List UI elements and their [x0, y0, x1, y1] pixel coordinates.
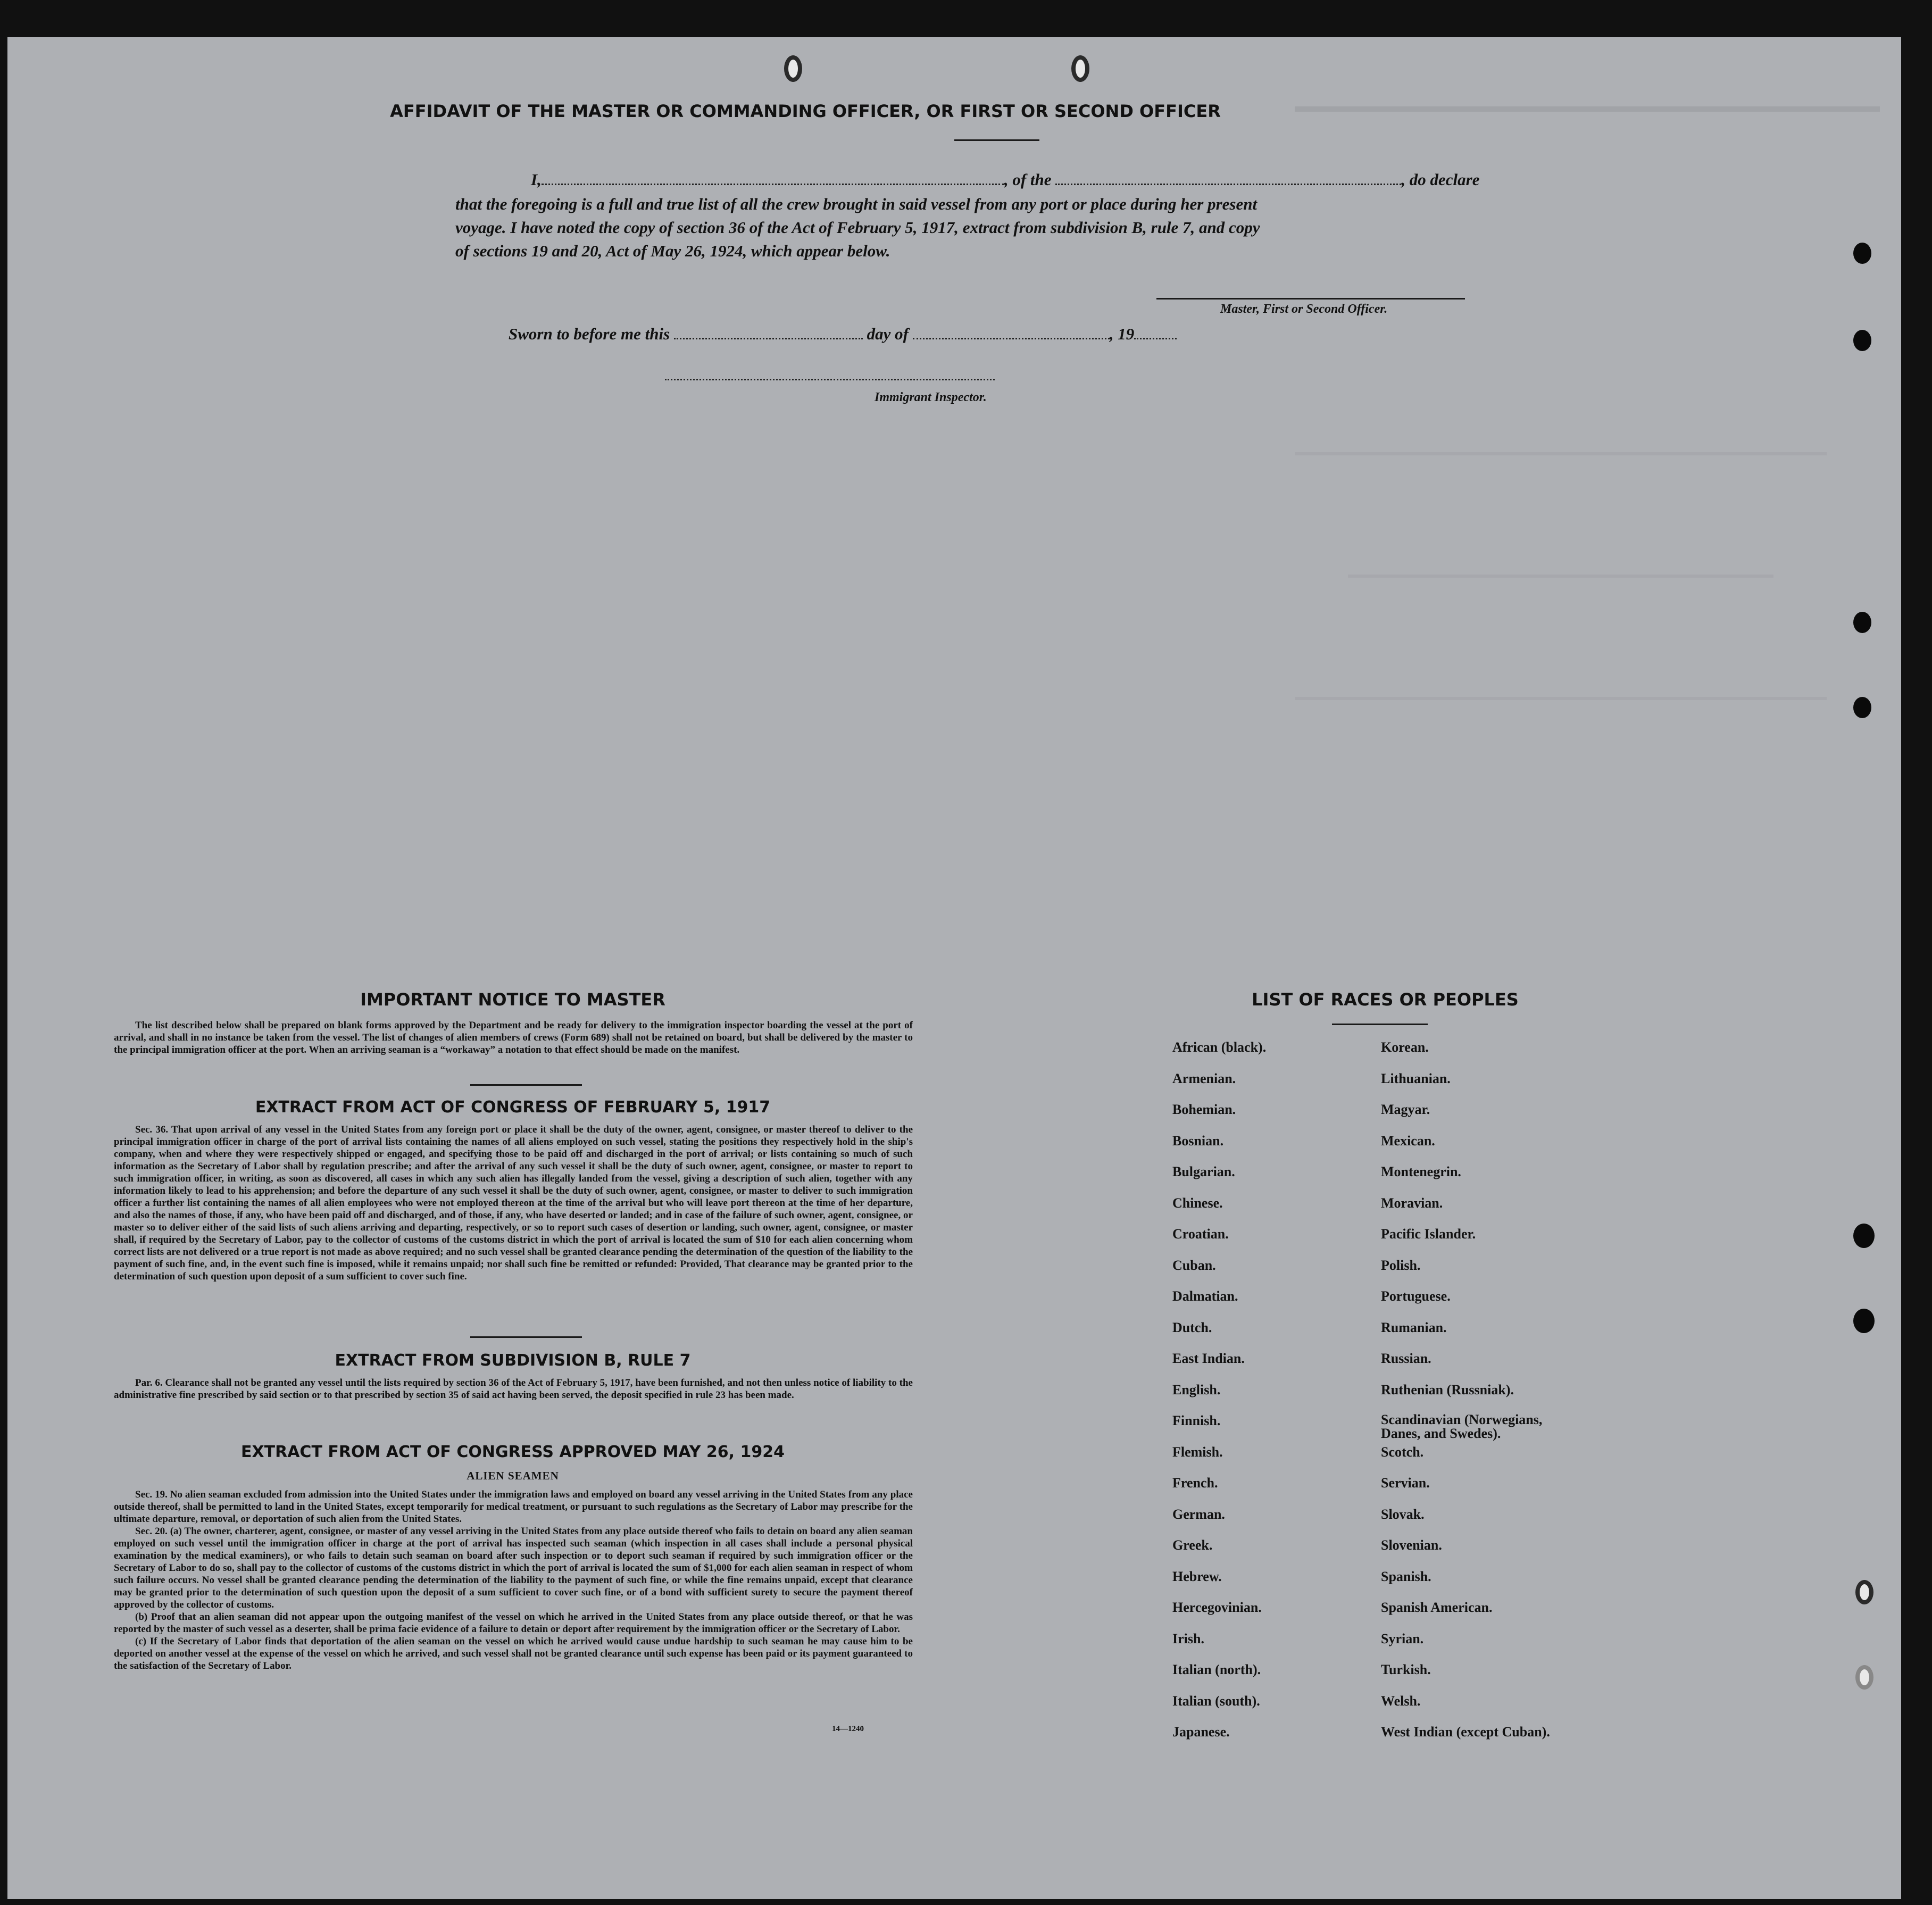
race-item: Italian (north). — [1172, 1662, 1261, 1677]
race-item: Spanish. — [1381, 1568, 1431, 1584]
vessel-name-blank[interactable] — [1055, 178, 1401, 185]
race-item: Dalmatian. — [1172, 1288, 1238, 1304]
race-item: East Indian. — [1172, 1351, 1245, 1366]
race-item: Slovak. — [1381, 1506, 1425, 1522]
race-item: Scandinavian (Norwegians, Danes, and Swedes). — [1381, 1412, 1543, 1441]
notice-body — [114, 1019, 913, 1056]
races-title: LIST OF RACES OR PEOPLES — [1252, 989, 1519, 1010]
binding-hole-5 — [1853, 1224, 1875, 1248]
extract-rule7-body — [114, 1377, 913, 1401]
bleed-through — [1295, 106, 1880, 1011]
document-page — [7, 37, 1901, 1899]
form-number: 14—1240 — [832, 1725, 864, 1733]
year-prefix: , 19 — [1109, 325, 1135, 343]
race-item: Bulgarian. — [1172, 1164, 1235, 1179]
race-item: Spanish American. — [1381, 1600, 1493, 1615]
binding-hole-8 — [1855, 1665, 1873, 1690]
race-item: West Indian (except Cuban). — [1381, 1724, 1550, 1740]
affidavit-title-rule — [954, 139, 1039, 141]
binding-hole-6 — [1853, 1309, 1875, 1333]
master-signature-label: Master, First or Second Officer. — [1220, 302, 1388, 316]
race-item: Hercegovinian. — [1172, 1600, 1262, 1615]
binding-hole-3 — [1853, 612, 1871, 633]
race-item: Magyar. — [1381, 1102, 1430, 1117]
race-item: Greek. — [1172, 1537, 1213, 1553]
race-item: German. — [1172, 1506, 1225, 1522]
race-item: Ruthenian (Russniak). — [1381, 1382, 1514, 1397]
extract-1917-title: EXTRACT FROM ACT OF CONGRESS OF FEBRUARY 5, 1917 — [255, 1098, 771, 1117]
binding-hole-7 — [1855, 1580, 1873, 1604]
notice-paragraph: The list described below shall be prepared on blank forms approved by the Department and be ready for delivery to the immigration inspector boarding the vessel at the port of arrival, and shall in no instance be taken from the vessel. The list of changes of alien members of crews (Form 689) shall not be retained on board, but shall be delivered by the master to the principal immigration officer at the port. When an arriving seaman is a “workaway” a notation to that effect should be made on the manifest. — [114, 1020, 913, 1055]
affidavit-line-1 — [531, 170, 1520, 189]
race-item: Russian. — [1381, 1351, 1431, 1366]
section-20c-paragraph: (c) If the Secretary of Labor finds that deportation of the alien seaman on the vessel on which he arrived would cause undue hardship to such seaman he may cause him to be deported on another vessel at the expense of the vessel on which he arrived, and such vessel shall not be granted clearance until such expense has been paid or its payment guaranteed to the satisfaction of the Secretary of Labor. — [114, 1636, 913, 1671]
affidavit-i: I, — [531, 170, 542, 189]
race-item: Korean. — [1381, 1039, 1429, 1055]
par-6-paragraph: Par. 6. Clearance shall not be granted any vessel until the lists required by section 36 of the Act of February 5, 1917, have been furnished, and not then unless notice of liability to the administrative fine prescribed by said section or to that prescribed by section 35 of said act having been served, the deposit specified in rule 23 has been made. — [114, 1377, 913, 1401]
race-item: Dutch. — [1172, 1319, 1212, 1335]
race-item: Lithuanian. — [1381, 1070, 1451, 1086]
binding-hole-2 — [1853, 330, 1871, 351]
binding-hole-1 — [1853, 243, 1871, 264]
master-signature-line[interactable] — [1156, 298, 1465, 300]
race-item: Syrian. — [1381, 1631, 1424, 1646]
race-item: Bohemian. — [1172, 1102, 1236, 1117]
extract-rule7-title: EXTRACT FROM SUBDIVISION B, RULE 7 — [335, 1351, 691, 1370]
race-item: Japanese. — [1172, 1724, 1230, 1740]
race-item: Portuguese. — [1381, 1288, 1451, 1304]
section-36-paragraph: Sec. 36. That upon arrival of any vessel in the United States from any foreign port or place it shall be the duty of the owner, agent, consignee, or master thereof to deliver to the principal immigration officer in charge of the port of arrival lists containing the names of all aliens employed on such vessel, stating the positions they respectively hold in the ship's company, when and where they were respectively shipped or engaged, and specifying those to be paid off and discharged in the port of arrival; or lists containing so much of such information as the Secretary of Labor shall by regulation prescribe; and after the arrival of any such vessel it shall be the duty of such owner, agent, consignee, or master to report to such immigration officer, in writing, as soon as discovered, all cases in which any such alien has illegally landed from the vessel, giving a description of such alien, together with any information likely to lead to his apprehension; and before the departure of any such vessel it shall be the duty of such owner, agent, consignee, or master to deliver to such immigration officer a further list containing the names of all alien employees who were not employed thereon at the time of the arrival but who will leave port thereon at the time of her departure, and also the names of those, if any, who have been paid off and discharged, and of those, if any, who have deserted or landed; and in case of the failure of such owner, agent, consignee, or master so to deliver either of the said lists of such aliens arriving and departing, respectively, or so to report such cases of desertion or landing, such owner, agent, consignee, or master shall, if required by the Secretary of Labor, pay to the collector of customs of the customs district in which the port of arrival is located the sum of $10 for each alien concerning whom correct lists are not delivered or a true report is not made as above required; and no such vessel shall be granted clearance pending the determination of the question of the liability to the payment of such fine, and, in the event such fine is imposed, while it remains unpaid; nor shall such fine be remitted or refunded: Provided, That clearance may be granted prior to the determination of such question upon deposit of a sum sufficient to cover such fine. — [114, 1124, 913, 1282]
inspector-signature-line[interactable] — [665, 379, 995, 380]
race-item: Rumanian. — [1381, 1319, 1447, 1335]
affidavit-title: AFFIDAVIT OF THE MASTER OR COMMANDING OFFICER, OR FIRST OR SECOND OFFICER — [390, 101, 1221, 121]
inspector-signature-label: Immigrant Inspector. — [875, 390, 987, 404]
races-title-rule — [1332, 1024, 1428, 1025]
race-item: Croatian. — [1172, 1226, 1229, 1242]
affidavit-of-the: , of the — [1004, 170, 1052, 189]
race-item: Irish. — [1172, 1631, 1204, 1646]
race-item: Italian (south). — [1172, 1693, 1260, 1709]
race-item: Polish. — [1381, 1257, 1421, 1273]
binding-hole-4 — [1853, 697, 1871, 718]
race-item: Finnish. — [1172, 1413, 1221, 1428]
race-item: Hebrew. — [1172, 1568, 1222, 1584]
affidavit-do-declare: , do declare — [1401, 170, 1480, 189]
section-20b-paragraph: (b) Proof that an alien seaman did not appear upon the outgoing manifest of the vessel on which he arrived in the United States from any place outside thereof, or that he was reported by the master of such vessel as a deserter, shall be prima facie evidence of a failure to detain or deport after requirement by the immigration officer or the Secretary of Labor. — [114, 1611, 913, 1635]
sworn-label: Sworn to before me this — [509, 325, 670, 343]
extract-1917-body — [114, 1124, 913, 1283]
punch-hole-top-left — [784, 55, 802, 82]
race-item: Armenian. — [1172, 1070, 1236, 1086]
race-item: Cuban. — [1172, 1257, 1216, 1273]
section-19-paragraph: Sec. 19. No alien seaman excluded from admission into the United States under the immigration laws and employed on board any vessel arriving in the United States from any place outside thereof, shall be permitted to land in the United States, except temporarily for medical treatment, or pursuant to such regulations as the Secretary of Labor may prescribe for the ultimate departure, removal, or deportation of such alien from the United States. — [114, 1489, 913, 1525]
declarant-name-blank[interactable] — [542, 178, 1004, 185]
race-item: Servian. — [1381, 1475, 1430, 1491]
race-item: Turkish. — [1381, 1662, 1431, 1677]
race-item: Welsh. — [1381, 1693, 1421, 1709]
affidavit-line-4: of sections 19 and 20, Act of May 26, 1924, which appear below. — [455, 242, 890, 260]
race-item: Bosnian. — [1172, 1133, 1224, 1149]
race-item: French. — [1172, 1475, 1218, 1491]
sworn-year-blank[interactable] — [1134, 332, 1177, 339]
race-item: African (black). — [1172, 1039, 1267, 1055]
race-item: Slovenian. — [1381, 1537, 1442, 1553]
day-of-label: day of — [867, 325, 909, 343]
extract-1924-body — [114, 1488, 913, 1672]
race-item: Moravian. — [1381, 1195, 1443, 1211]
alien-seamen-subtitle: ALIEN SEAMEN — [467, 1469, 559, 1482]
punch-hole-top-right — [1071, 55, 1089, 82]
extract-1924-title: EXTRACT FROM ACT OF CONGRESS APPROVED MAY 26, 1924 — [241, 1443, 785, 1461]
race-item: Scotch. — [1381, 1444, 1424, 1460]
sworn-day-blank[interactable] — [674, 332, 863, 339]
affidavit-line-2: that the foregoing is a full and true list of all the crew brought in said vessel from any port or place during her present — [455, 195, 1258, 213]
race-item: Flemish. — [1172, 1444, 1223, 1460]
section-20a-paragraph: Sec. 20. (a) The owner, charterer, agent, consignee, or master of any vessel arriving in the United States from any place outside thereof who fails to detain on board any alien seaman employed on such vessel until the immigration officer in charge at the port of arrival has inspected such seaman (which inspection in all cases shall include a personal physical examination by the medical examiners), or who fails to detain such seaman on board after such inspection or to deport such seaman if required by such immigration officer or the Secretary of Labor to do so, shall pay to the collector of customs of the customs district in which the port of arrival is located the sum of $1,000 for each alien seaman in respect of whom such failure occurs. No vessel shall be granted clearance pending the determination of the liability to the payment of such fine, or while the fine remains unpaid, except that clearance may be granted prior to the determination of such question upon the deposit of a sum sufficient to cover such fine, or of a bond with sufficient surety to secure the payment thereof approved by the collector of customs. — [114, 1526, 913, 1610]
race-item: Chinese. — [1172, 1195, 1223, 1211]
notice-rule — [470, 1084, 582, 1086]
notice-title: IMPORTANT NOTICE TO MASTER — [360, 989, 665, 1010]
race-item: English. — [1172, 1382, 1221, 1397]
affidavit-line-3: voyage. I have noted the copy of section 36 of the Act of February 5, 1917, extract from subdivision B, rule 7, and copy — [455, 218, 1260, 237]
race-item: Pacific Islander. — [1381, 1226, 1476, 1242]
race-item: Montenegrin. — [1381, 1164, 1461, 1179]
race-item: Mexican. — [1381, 1133, 1435, 1149]
sworn-month-blank[interactable] — [913, 332, 1110, 339]
extract-1917-rule — [470, 1336, 582, 1338]
sworn-line — [509, 325, 1177, 344]
